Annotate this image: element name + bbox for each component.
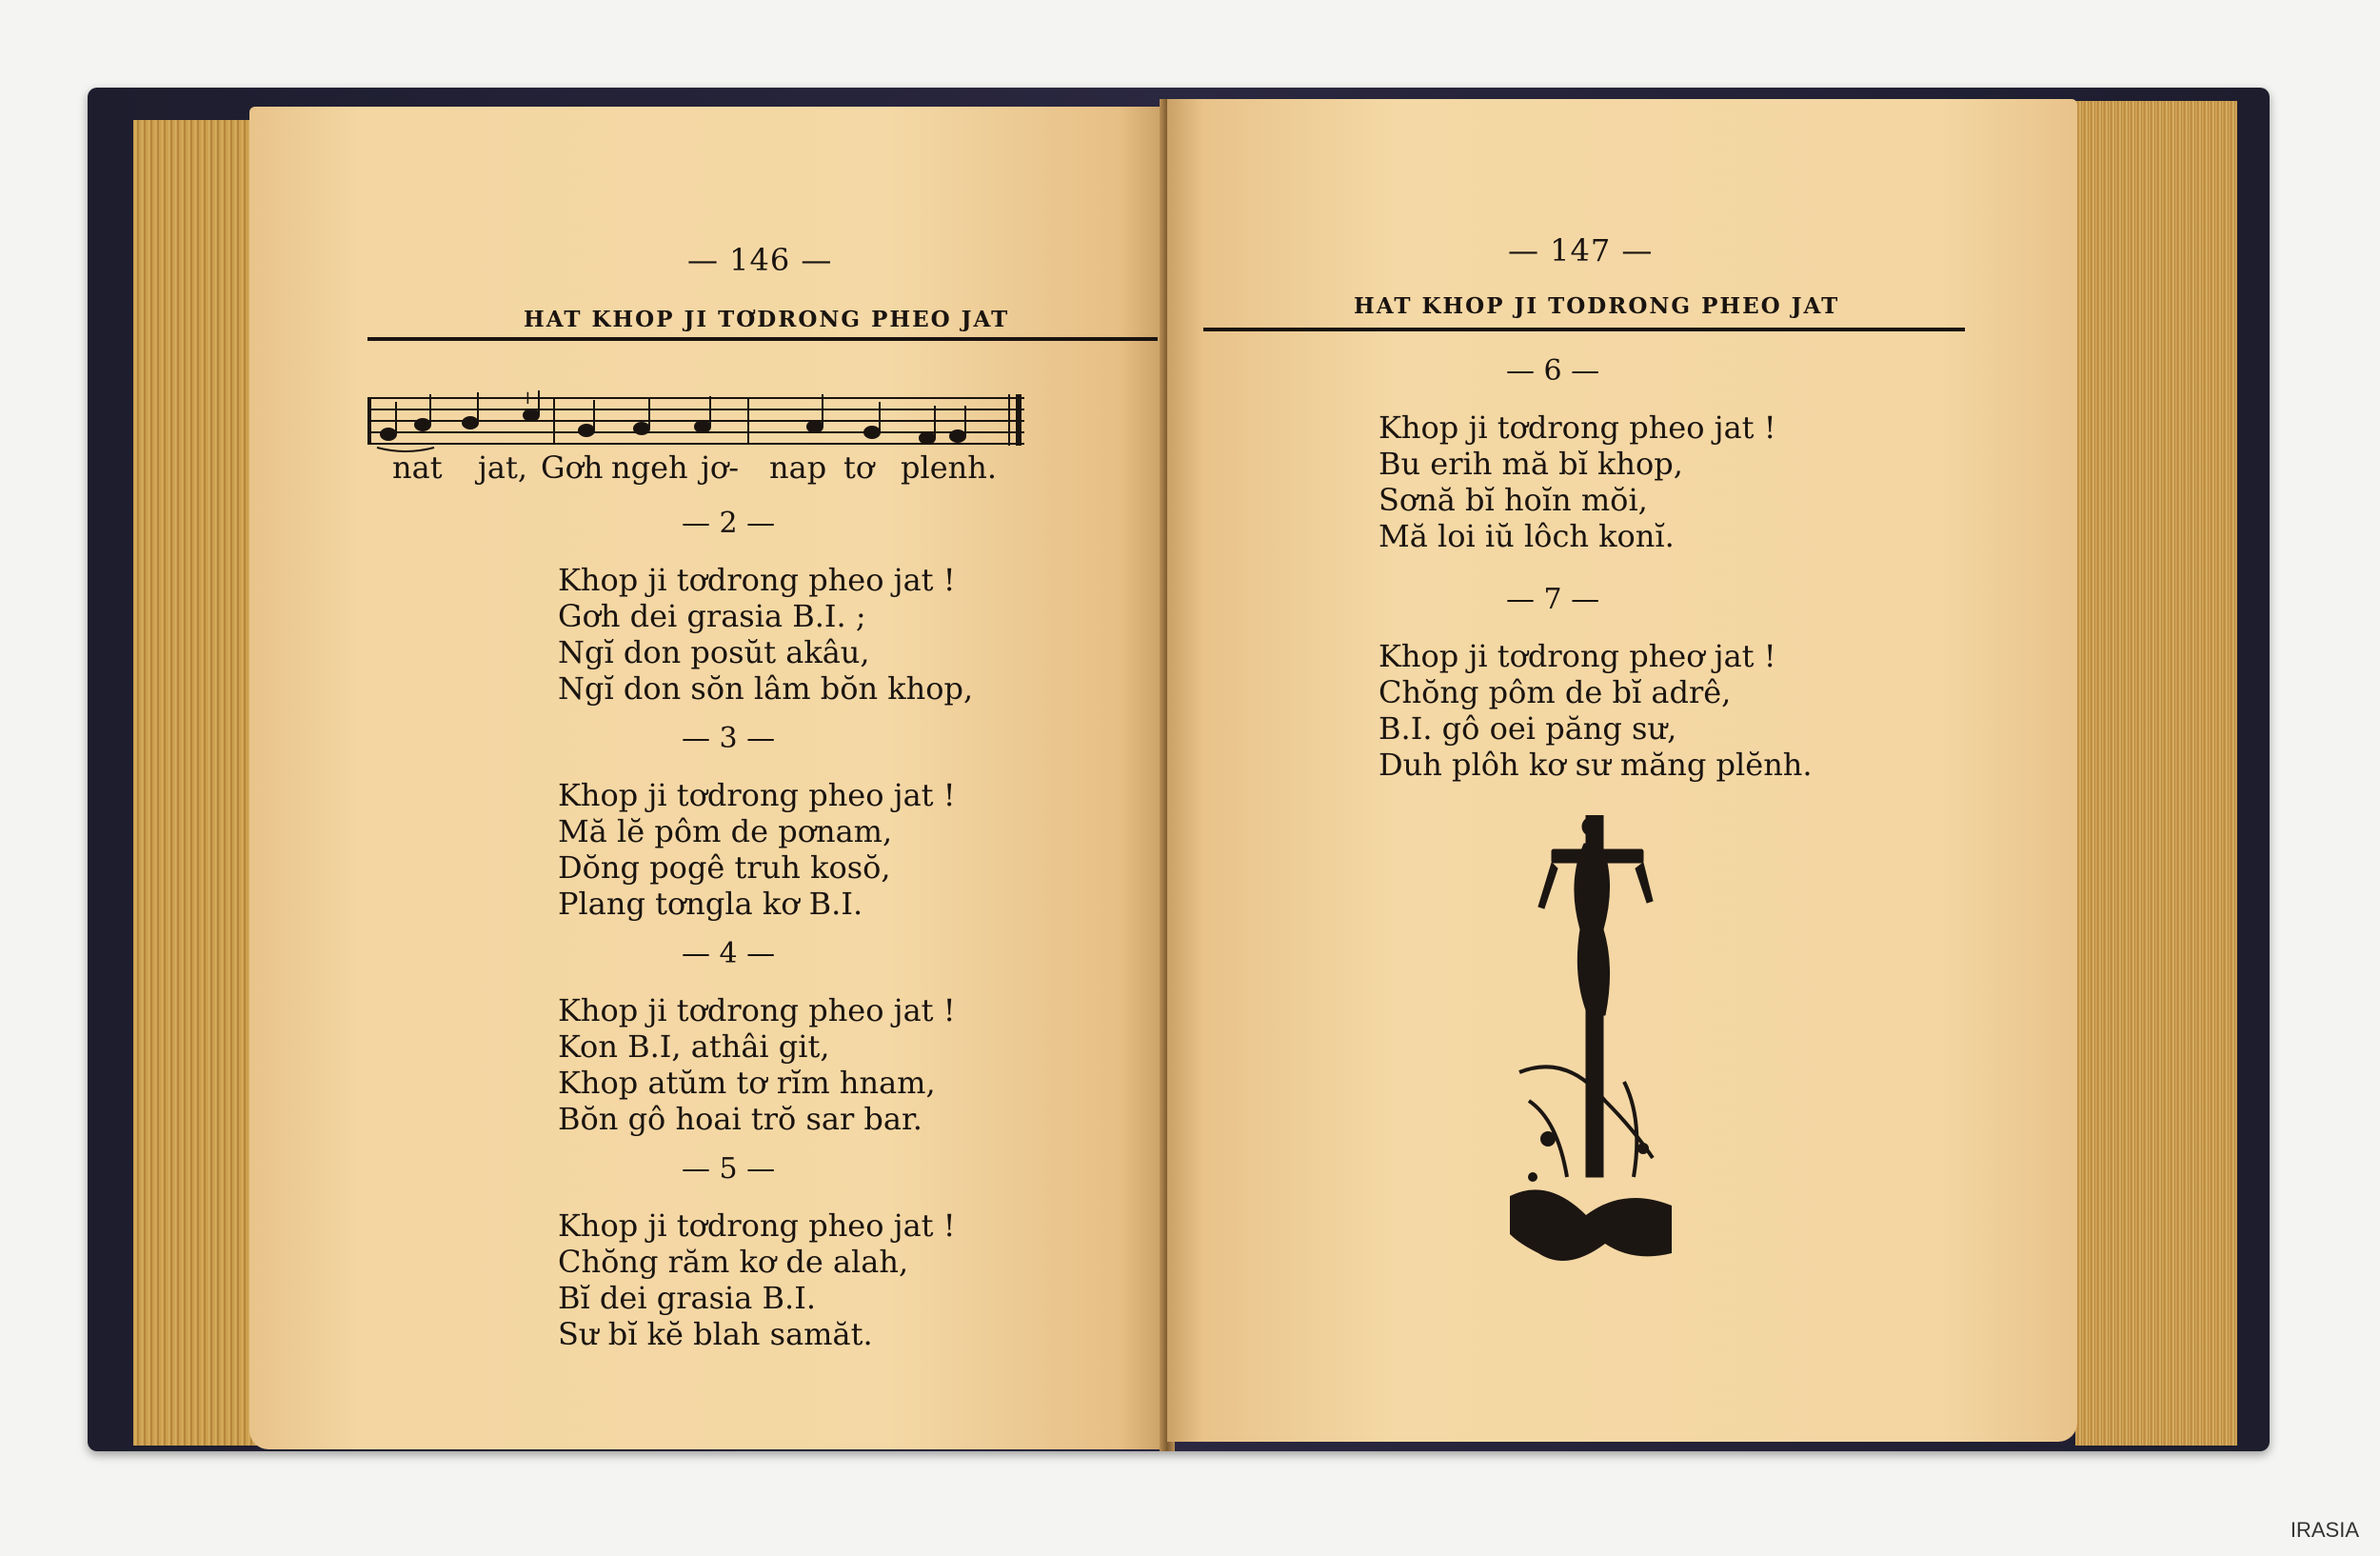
verse-number: — 5 — — [682, 1152, 776, 1186]
verse-number: — 4 — — [682, 937, 776, 970]
verse-number: — 7 — — [1506, 583, 1600, 616]
verse-line: Ngĭ don posŭt akâu, — [558, 634, 870, 670]
left-page — [249, 107, 1165, 1449]
crucifix-illustration — [1510, 815, 1672, 1272]
verse-line: Khop ji tơdrong pheo jat ! — [1378, 409, 1776, 446]
verse-text — [558, 562, 973, 707]
page-edges-left — [133, 120, 259, 1446]
verse-line: Sơnă bĭ hoĭn mŏi, — [1378, 482, 1648, 518]
page-header: HAT KHOP JI TODRONG PHEO JAT — [1354, 293, 1840, 319]
page-edges-right — [2075, 101, 2237, 1446]
music-lyric-word: nap — [769, 449, 827, 486]
verse-line: Khop ji tơdrong pheo jat ! — [558, 777, 956, 813]
verse-line: Bĭ dei grasia B.I. — [558, 1280, 817, 1316]
page-number: — 147 — — [1508, 232, 1654, 269]
music-lyric-word: nat — [392, 449, 443, 486]
verse-line: Khop atŭm tơ rĭm hnam, — [558, 1065, 936, 1101]
verse-line: Duh plôh kơ sư măng plĕnh. — [1378, 747, 1813, 783]
verse-line: Mă lĕ pôm de pơnam, — [558, 813, 893, 849]
verse-text — [1378, 409, 1776, 554]
verse-line: Chŏng răm kơ de alah, — [558, 1244, 909, 1280]
music-staff — [367, 389, 1024, 453]
verse-line: Bŏn gô hoai trŏ sar bar. — [558, 1101, 922, 1137]
verse-text — [558, 777, 956, 922]
verse-line: Gơh dei grasia B.I. ; — [558, 598, 866, 634]
verse-line: Khop ji tơdrong pheo jat ! — [558, 562, 956, 598]
verse-text — [558, 1207, 956, 1352]
verse-line: Ngĭ don sŏn lâm bŏn khop, — [558, 670, 974, 707]
verse-line: Plang tơngla kơ B.I. — [558, 886, 863, 922]
verse-line: Dŏng pogê truh kosŏ, — [558, 849, 891, 886]
music-lyric-word: Gơh — [541, 449, 604, 486]
verse-number: — 6 — — [1506, 354, 1600, 388]
verse-line: Chŏng pôm de bĭ adrê, — [1378, 674, 1732, 710]
verse-line: Bu erih mă bĭ khop, — [1378, 446, 1683, 482]
verse-text — [558, 992, 956, 1137]
watermark: IRASIA — [2290, 1518, 2359, 1542]
verse-line: B.I. gô oei păng sư, — [1378, 710, 1677, 747]
verse-line: Sư bĭ kĕ blah samăt. — [558, 1316, 873, 1352]
verse-line: Kon B.I, athâi git, — [558, 1028, 830, 1065]
right-page — [1167, 99, 2077, 1442]
music-lyric-word: ngeh — [611, 449, 688, 486]
verse-line: Khop ji tơdrong pheo jat ! — [558, 1207, 956, 1244]
header-rule — [367, 337, 1158, 341]
svg-text:+: + — [520, 389, 536, 409]
verse-line: Khop ji tơdrong pheo jat ! — [558, 992, 956, 1028]
verse-line: Khop ji tơdrong pheơ jat ! — [1378, 638, 1776, 674]
verse-number: — 2 — — [682, 507, 776, 540]
music-lyric-word: jơ- — [701, 449, 739, 486]
verse-number: — 3 — — [682, 722, 776, 755]
music-lyric-word: tơ — [843, 449, 875, 486]
header-rule — [1203, 328, 1965, 331]
page-number: — 146 — — [687, 242, 833, 278]
verse-text — [1378, 638, 1813, 783]
music-lyric-word: plenh. — [901, 449, 998, 486]
music-lyric-word: jat, — [478, 449, 528, 486]
verse-line: Mă loi iŭ lôch konĭ. — [1378, 518, 1675, 554]
page-header: HAT KHOP JI TƠDRONG PHEO JAT — [524, 307, 1010, 332]
